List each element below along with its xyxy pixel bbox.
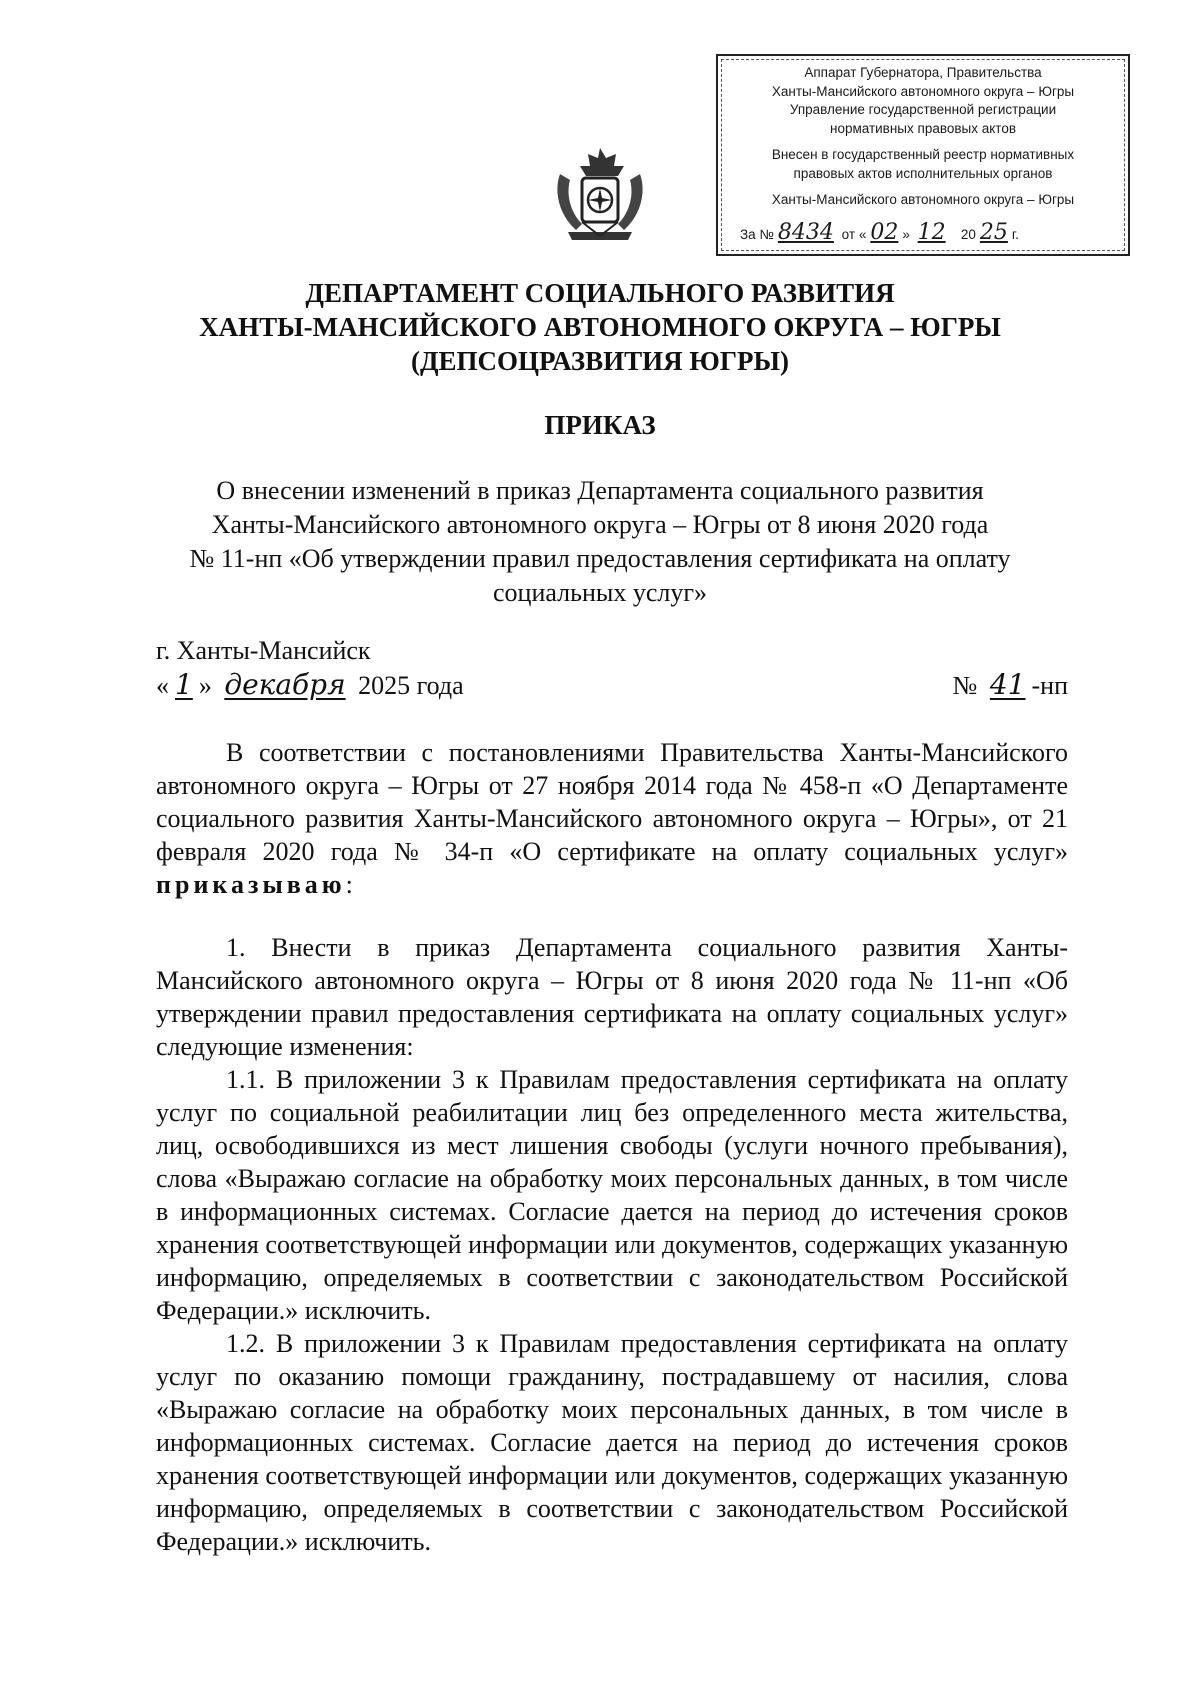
preamble-end: : [345,870,353,899]
number-suffix: -нп [1031,671,1068,700]
stamp-reg-month: 12 [917,220,946,245]
header-line: (ДЕПСОЦРАЗВИТИЯ ЮГРЫ) [410,346,790,376]
header-line: ХАНТЫ-МАНСИЙСКОГО АВТОНОМНОГО ОКРУГА – ЮГРЫ [199,312,1001,342]
stamp-reg-mid: » [902,227,910,242]
preamble-text: В соответствии с постановлениями Правительства Ханты-Мансийского автономного округа – Югры от 27 ноября 2014 года № 458-п «О Департаменте социального развития Ханты-Мансийского автономного округа – Югры», от 21 февраля 2020 года № 34-п «О сертификате на оплату социальных услуг» [156,738,1068,866]
order-number [953,668,1068,701]
paragraph-1: 1. Внести в приказ Департамента социального развития Ханты-Мансийского автономного округа – Югры от 8 июня 2020 года № 11-нп «Об утверждении правил предоставления сертификата на оплату социальных услуг» следующие изменения: [156,933,1068,1061]
date-close-quote: » [198,671,212,700]
stamp-line: Аппарат Губернатора, Правительства [804,65,1042,80]
order-subject [140,474,1060,610]
stamp-reg-number: 8434 [777,220,834,245]
subject-line: социальных услуг» [492,578,708,607]
number-prefix: № [952,671,978,700]
date-day: 1 [175,668,193,701]
date-open-quote: « [156,671,169,700]
header-line: ДЕПАРТАМЕНТ СОЦИАЛЬНОГО РАЗВИТИЯ [305,278,895,308]
preamble-paragraph [156,736,1068,901]
city: г. Ханты-Мансийск [156,636,371,665]
stamp-line: Управление государственной регистрации [789,102,1057,117]
order-date [156,668,464,701]
number-value: 41 [989,668,1026,701]
stamp-reg-year: 25 [979,220,1008,245]
subject-line: О внесении изменений в приказ Департамента социального развития [216,476,984,505]
subject-line: № 11-нп «Об утверждении правил предоставления сертификата на оплату [189,544,1011,573]
stamp-reg-from: от « [841,227,867,242]
stamp-line: нормативных правовых актов [829,120,1017,136]
date-year: 2025 года [358,671,464,700]
coat-of-arms-icon [552,144,648,244]
paragraph-1-1: 1.1. В приложении 3 к Правилам предоставления сертификата на оплату услуг по социальной реабилитации лиц без определенного места жительства, лиц, освободившихся из мест лишения свободы (услуги ночного пребывания), слова «Выражаю согласие на обработку моих персональных данных, в том числе в информационных системах. Согласие дается на период до истечения сроков хранения соответствующей информации или документов, содержащих указанную информацию, определяемых в соответствии с законодательством Российской Федерации.» исключить. [156,1065,1068,1325]
stamp-reg-prefix: За № [740,227,774,242]
order-title: ПРИКАЗ [544,410,656,440]
stamp-reg-day: 02 [870,220,899,245]
stamp-reg-year-prefix: 20 [960,227,976,242]
stamp-line: правовых актов исполнительных органов [793,165,1053,181]
stamp-registration-number [740,220,1118,245]
stamp-line: Ханты-Мансийского автономного округа – Югры [771,192,1075,207]
department-header [140,276,1060,378]
paragraph-1-2: 1.2. В приложении 3 к Правилам предоставления сертификата на оплату услуг по оказанию помощи гражданину, пострадавшему от насилия, слова «Выражаю согласие на обработку моих персональных данных, в том числе в информационных системах. Согласие дается на период до истечения сроков хранения соответствующей информации или документов, содержащих указанную информацию, определяемых в соответствии с законодательством Российской Федерации.» исключить. [156,1329,1068,1556]
date-month: декабря [224,668,346,701]
stamp-reg-suffix: г. [1011,227,1019,242]
order-body [156,736,1068,1558]
stamp-line: Внесен в государственный реестр нормативных [771,147,1075,162]
stamp-line: Ханты-Мансийского автономного округа – Югры [771,83,1075,99]
subject-line: Ханты-Мансийского автономного округа – Югры от 8 июня 2020 года [211,510,989,539]
preamble-emphasis: приказываю [156,870,346,899]
registration-stamp [716,54,1130,256]
